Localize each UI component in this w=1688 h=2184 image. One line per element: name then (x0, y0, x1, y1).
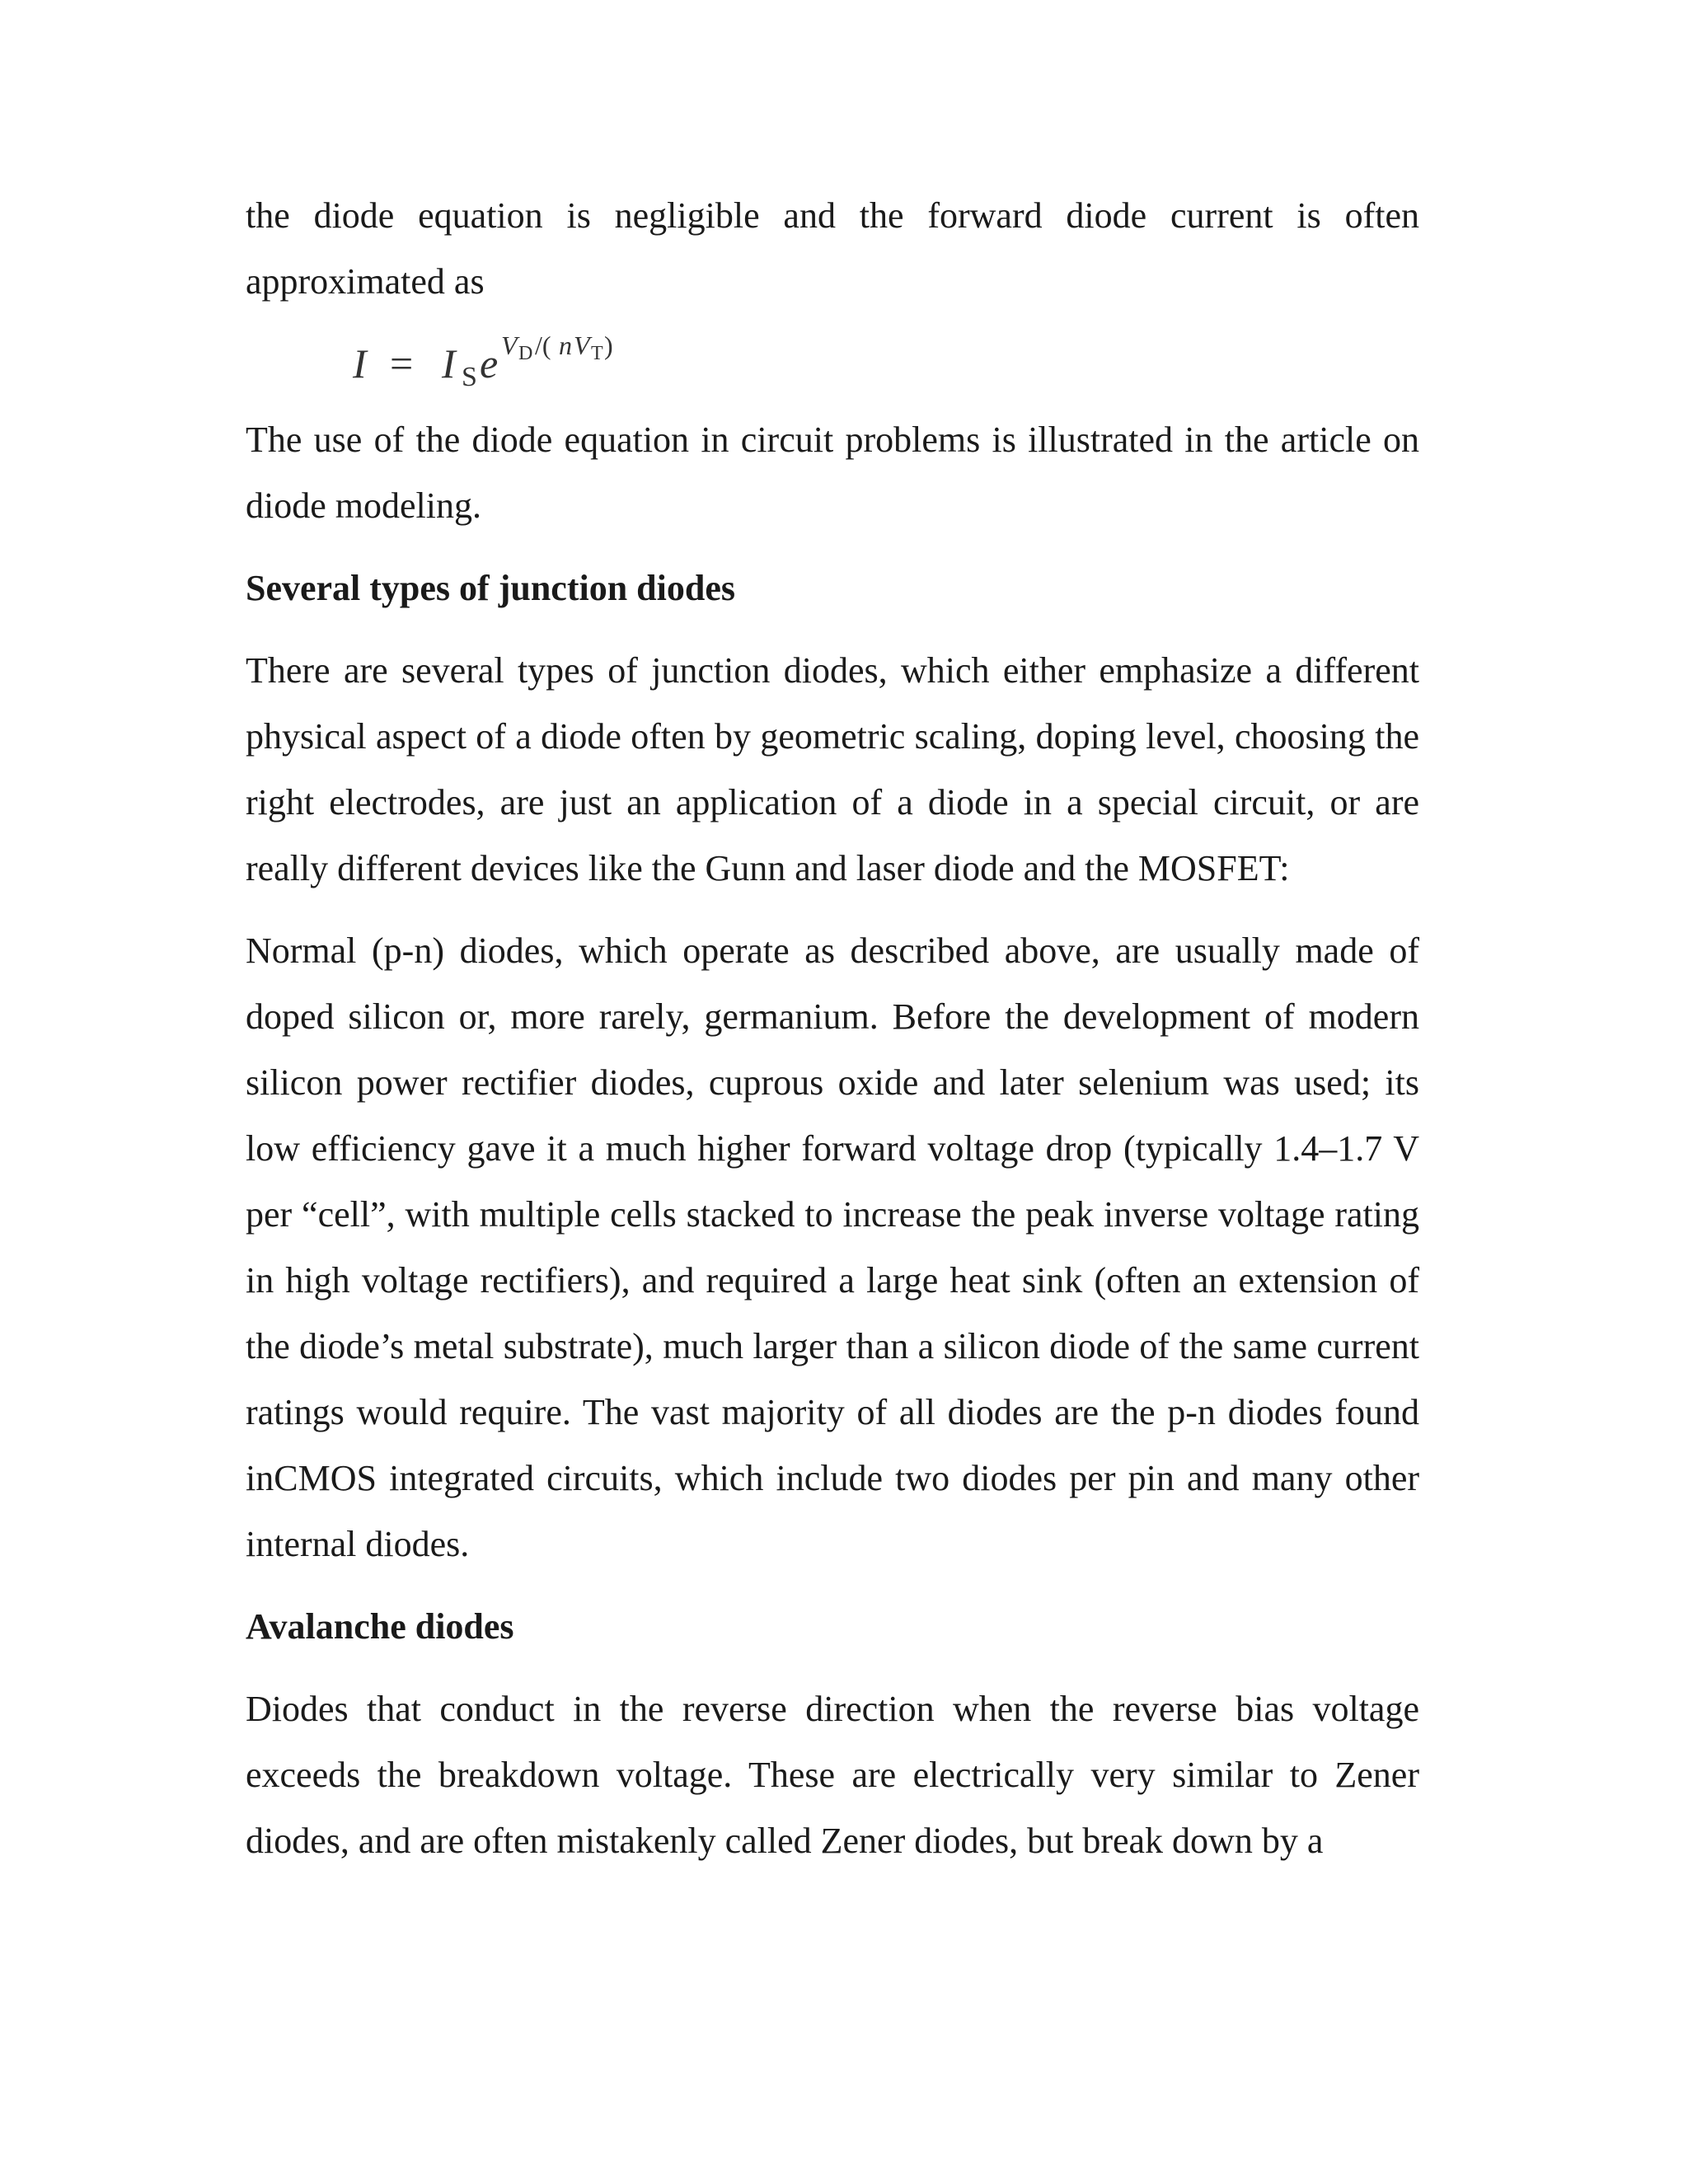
equation-exponent-close: ) (604, 330, 613, 360)
equation-equals: = (390, 340, 414, 387)
equation-exponent-n: n (559, 330, 572, 360)
document-page (246, 183, 1419, 1874)
heading-junction-diode-types: Several types of junction diodes (246, 568, 735, 608)
equation-exponent-vt-subscript: T (591, 343, 603, 364)
paragraph-avalanche-diodes: Diodes that conduct in the reverse direction when the reverse bias voltage exceeds the breakdown voltage. These are electrically very similar to Zener diodes, and are often mistakenly called Zener diodes, but break down by a (246, 1689, 1419, 1861)
equation-base-subscript: S (462, 362, 477, 392)
heading-avalanche-diodes: Avalanche diodes (246, 1606, 514, 1647)
equation-base: I (442, 340, 456, 387)
equation-exponent-vt: V (574, 330, 590, 360)
paragraph-junction-diode-types: There are several types of junction diodes, which either emphasize a different physical aspect of a diode often by geometric scaling, doping level, choosing the right electrodes, are just an application of a diode in a special circuit, or are really different devices like the Gunn and laser diode and the MOSFET: (246, 650, 1419, 888)
equation-exp-base: e (480, 340, 499, 387)
equation-graphic (345, 320, 691, 402)
equation-exponent-v: V (501, 330, 518, 360)
equation-lhs: I (353, 340, 367, 387)
equation-exponent-slash: /( (535, 330, 551, 360)
equation-exponent-v-subscript: D (518, 343, 533, 364)
paragraph-normal-pn-diodes: Normal (p-n) diodes, which operate as described above, are usually made of doped silicon or, more rarely, germanium. Before the development of modern silicon power rectifier diodes, cuprous oxide and later selenium was used; its low efficiency gave it a much higher forward voltage drop (typically 1.4–1.7 V per “cell”, with multiple cells stacked to increase the peak inverse voltage rating in high voltage rectifiers), and required a large heat sink (often an extension of the diode’s metal substrate), much larger than a silicon diode of the same current ratings would require. The vast majority of all diodes are the p-n diodes found inCMOS integrated circuits, which include two diodes per pin and many other internal diodes. (246, 930, 1419, 1564)
diode-forward-current-equation (246, 320, 1419, 402)
paragraph-approximation-intro: the diode equation is negligible and the forward diode current is often approximated as (246, 195, 1419, 302)
paragraph-circuit-problems: The use of the diode equation in circuit problems is illustrated in the article on diode modeling. (246, 419, 1419, 526)
